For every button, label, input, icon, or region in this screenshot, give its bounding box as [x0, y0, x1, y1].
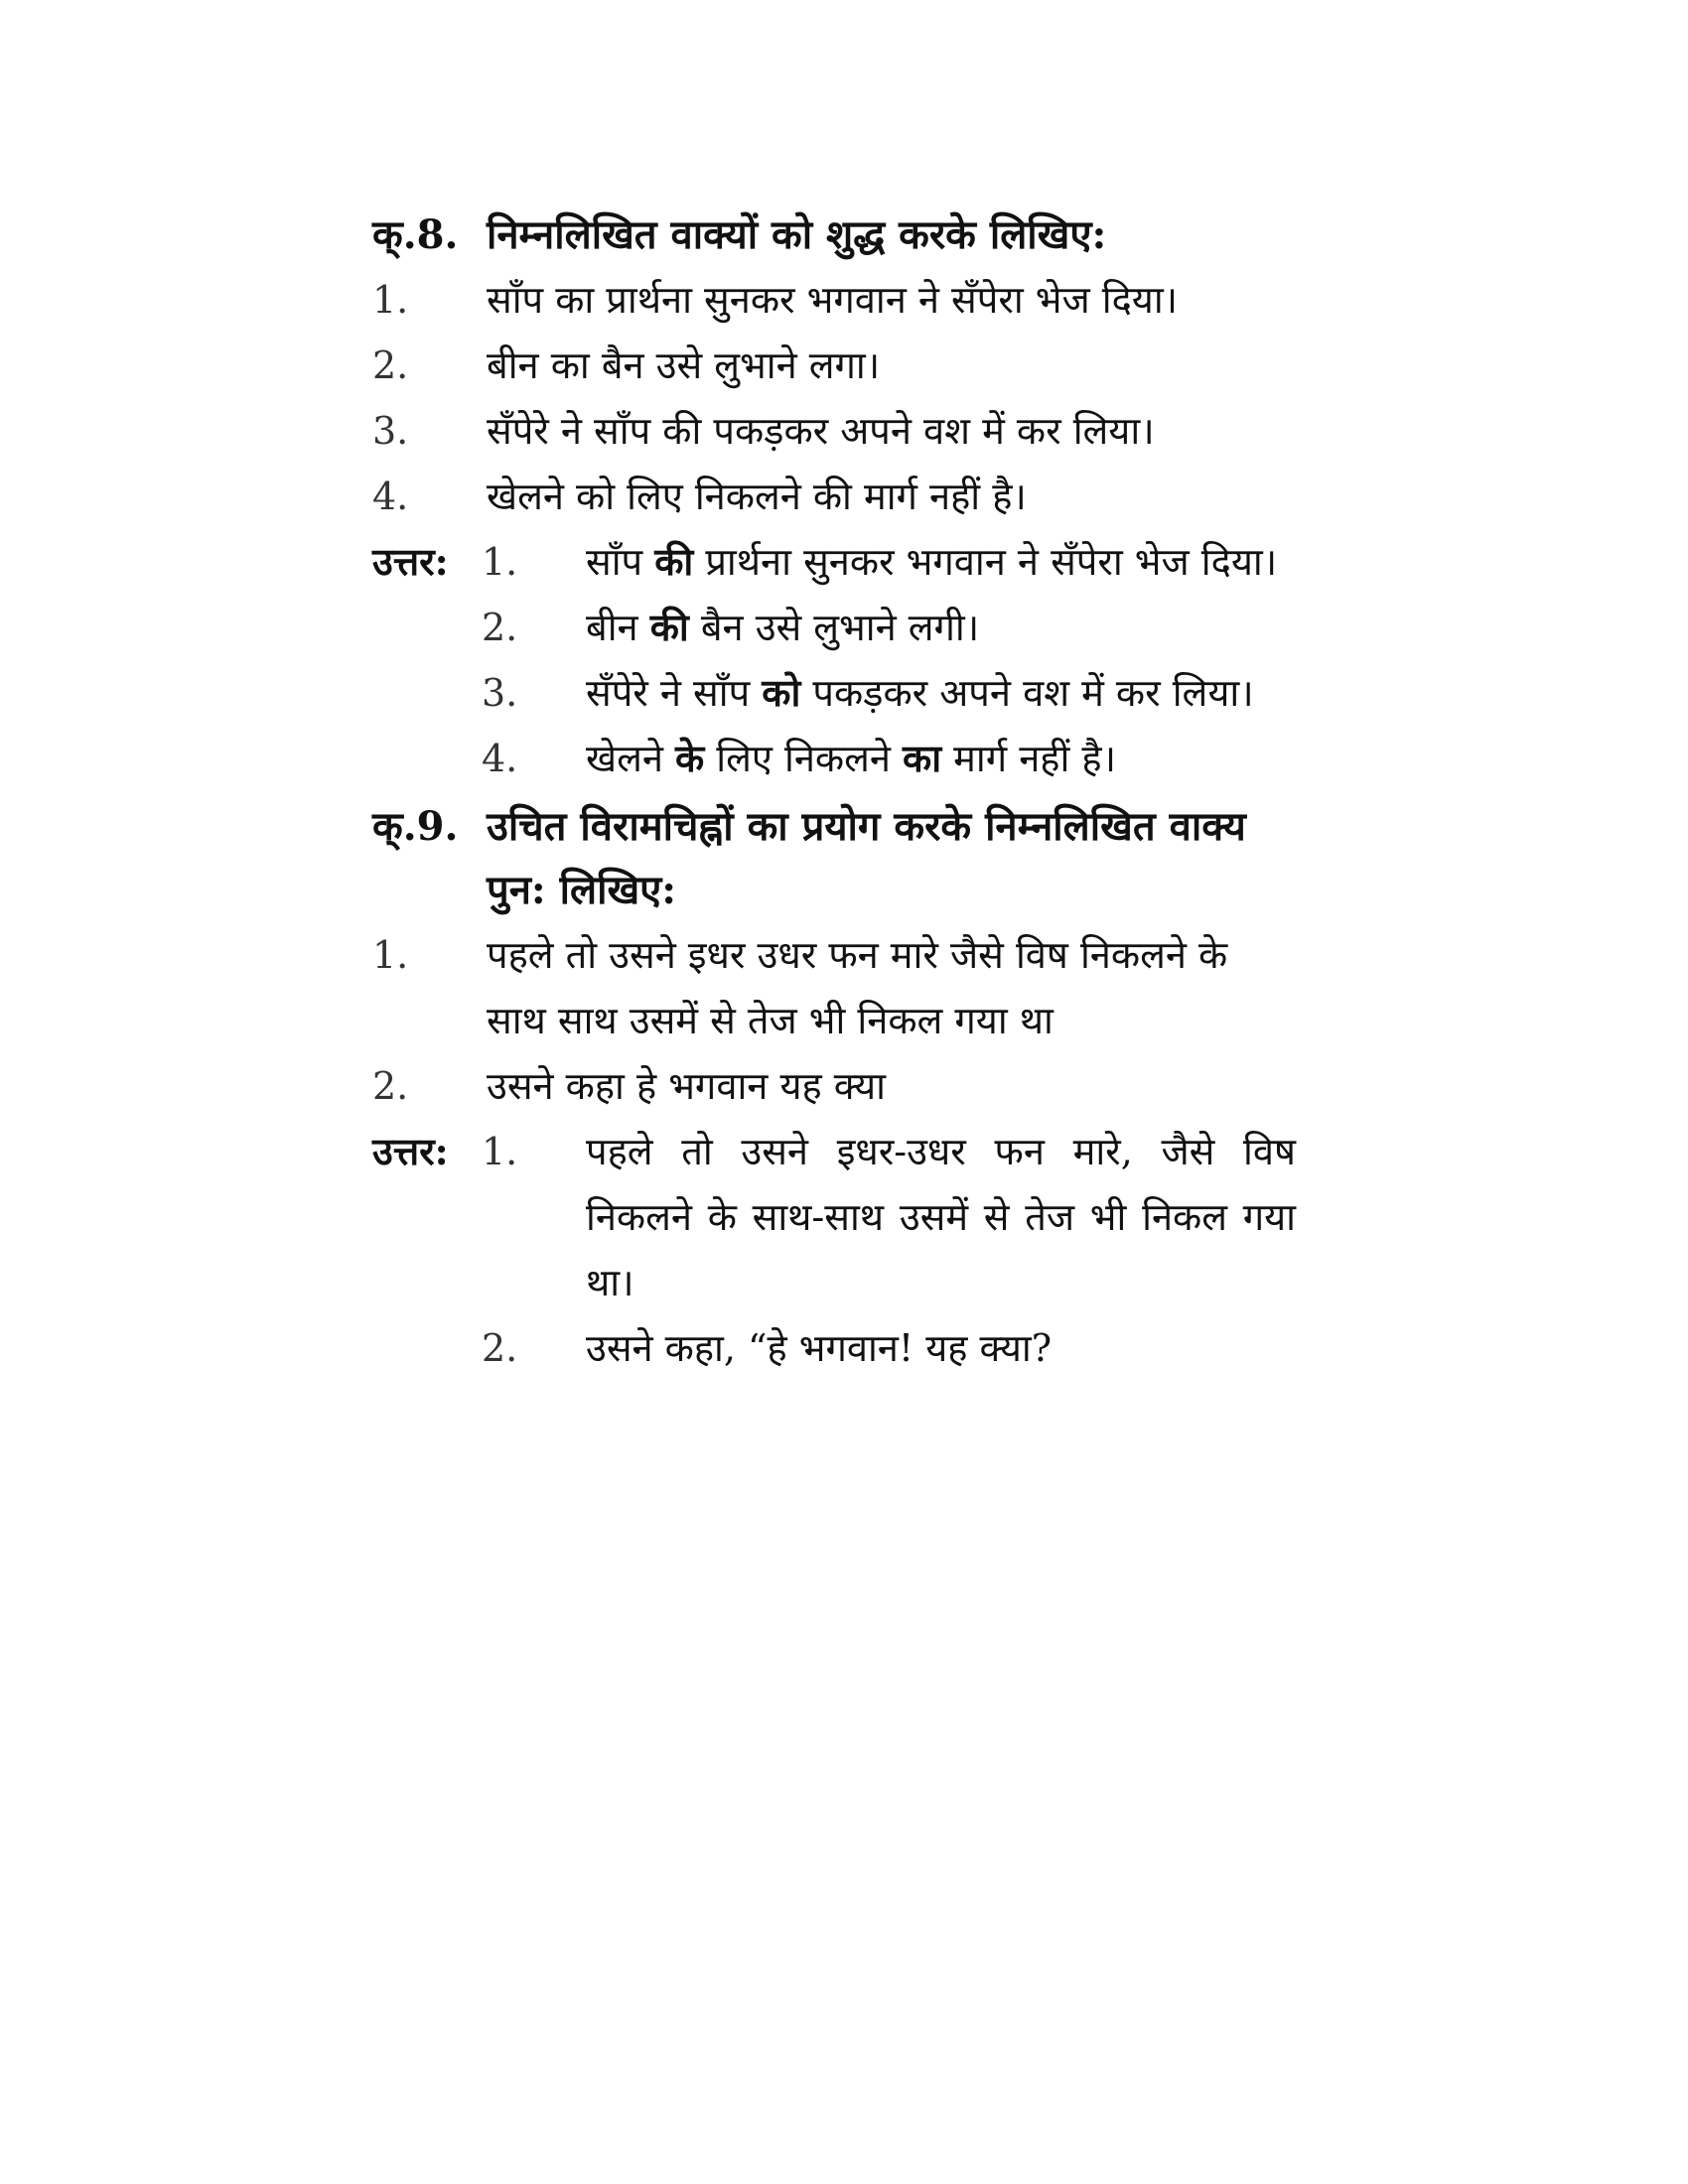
answer-text: पहले तो उसने इधर-उधर फन मारे, जैसे विष निकलने के साथ-साथ उसमें से तेज भी निकल गया था। [586, 1130, 1296, 1304]
list-item [372, 464, 1296, 529]
worksheet-page [372, 204, 1296, 1381]
item-number: 2. [372, 1064, 409, 1108]
q9-title: उचित विरामचिह्नों का प्रयोग करके निम्नलिखित वाक्य पुन: लिखिए: [487, 803, 1246, 913]
list-item [372, 333, 1296, 398]
q8-heading [372, 204, 1296, 267]
answer-number: 1. [482, 540, 518, 584]
answer-text-part: लिए निकलने [704, 737, 904, 780]
q8-title: निम्नलिखित वाक्यों को शुद्ध करके लिखिए: [487, 211, 1107, 258]
answer-number: 4. [482, 737, 518, 780]
item-number: 4. [372, 475, 409, 518]
item-text: सँपेरे ने साँप की पकड़कर अपने वश में कर लिया। [487, 409, 1155, 453]
q9-answer-label: उत्तर: [372, 1129, 449, 1173]
q9-sentence-list [372, 922, 1296, 1119]
answer-item [372, 726, 1296, 791]
q8-answer-label: उत्तर: [372, 539, 449, 584]
answer-number: 2. [482, 1326, 518, 1370]
q9-heading [372, 795, 1296, 922]
q8-answer-block [372, 529, 1296, 791]
answer-text [586, 529, 1296, 595]
item-number: 1. [372, 278, 409, 322]
list-item [372, 922, 1296, 1053]
list-item [372, 398, 1296, 464]
corrected-word: की [649, 605, 689, 649]
q9-answer-block [372, 1119, 1296, 1381]
item-number: 2. [372, 343, 409, 387]
answer-text-part: पकड़कर अपने वश में कर लिया। [800, 671, 1254, 715]
answer-number: 1. [482, 1130, 518, 1173]
answer-item [372, 1119, 1296, 1315]
item-text: खेलने को लिए निकलने की मार्ग नहीं है। [487, 475, 1027, 518]
item-text: उसने कहा हे भगवान यह क्या [487, 1064, 886, 1108]
answer-item [372, 529, 1296, 595]
answer-number: 3. [482, 671, 518, 715]
item-text: पहले तो उसने इधर उधर फन मारे जैसे विष निकलने के साथ साथ उसमें से तेज भी निकल गया था [487, 933, 1228, 1042]
answer-text [586, 595, 1296, 660]
corrected-word: को [762, 670, 801, 715]
answer-text [586, 726, 1296, 791]
answer-item [372, 1315, 1296, 1381]
answer-text-part: मार्ग नहीं है। [941, 737, 1116, 780]
corrected-word: का [903, 736, 942, 780]
answer-text [586, 660, 1296, 726]
corrected-word: के [675, 736, 705, 780]
answer-text-part: प्रार्थना सुनकर भगवान ने सँपेरा भेज दिया। [693, 540, 1278, 584]
answer-text-part: बैन उसे लुभाने लगी। [688, 606, 980, 649]
q8-sentence-list [372, 267, 1296, 529]
corrected-word: की [654, 539, 694, 584]
item-text: साँप का प्रार्थना सुनकर भगवान ने सँपेरा भेज दिया। [487, 278, 1179, 322]
list-item [372, 267, 1296, 333]
answer-text-part: बीन [586, 606, 650, 649]
q8-number: क्.8. [372, 211, 459, 258]
answer-number: 2. [482, 606, 518, 649]
item-text: बीन का बैन उसे लुभाने लगा। [487, 343, 881, 387]
item-number: 1. [372, 933, 409, 977]
answer-item [372, 660, 1296, 726]
answer-text-part: खेलने [586, 737, 676, 780]
answer-text-part: साँप [586, 540, 655, 584]
answer-text: उसने कहा, “हे भगवान! यह क्या? [586, 1326, 1053, 1370]
answer-item [372, 595, 1296, 660]
answer-text-part: सँपेरे ने साँप [586, 671, 763, 715]
item-number: 3. [372, 409, 409, 453]
q9-number: क्.9. [372, 803, 459, 850]
list-item [372, 1053, 1296, 1119]
